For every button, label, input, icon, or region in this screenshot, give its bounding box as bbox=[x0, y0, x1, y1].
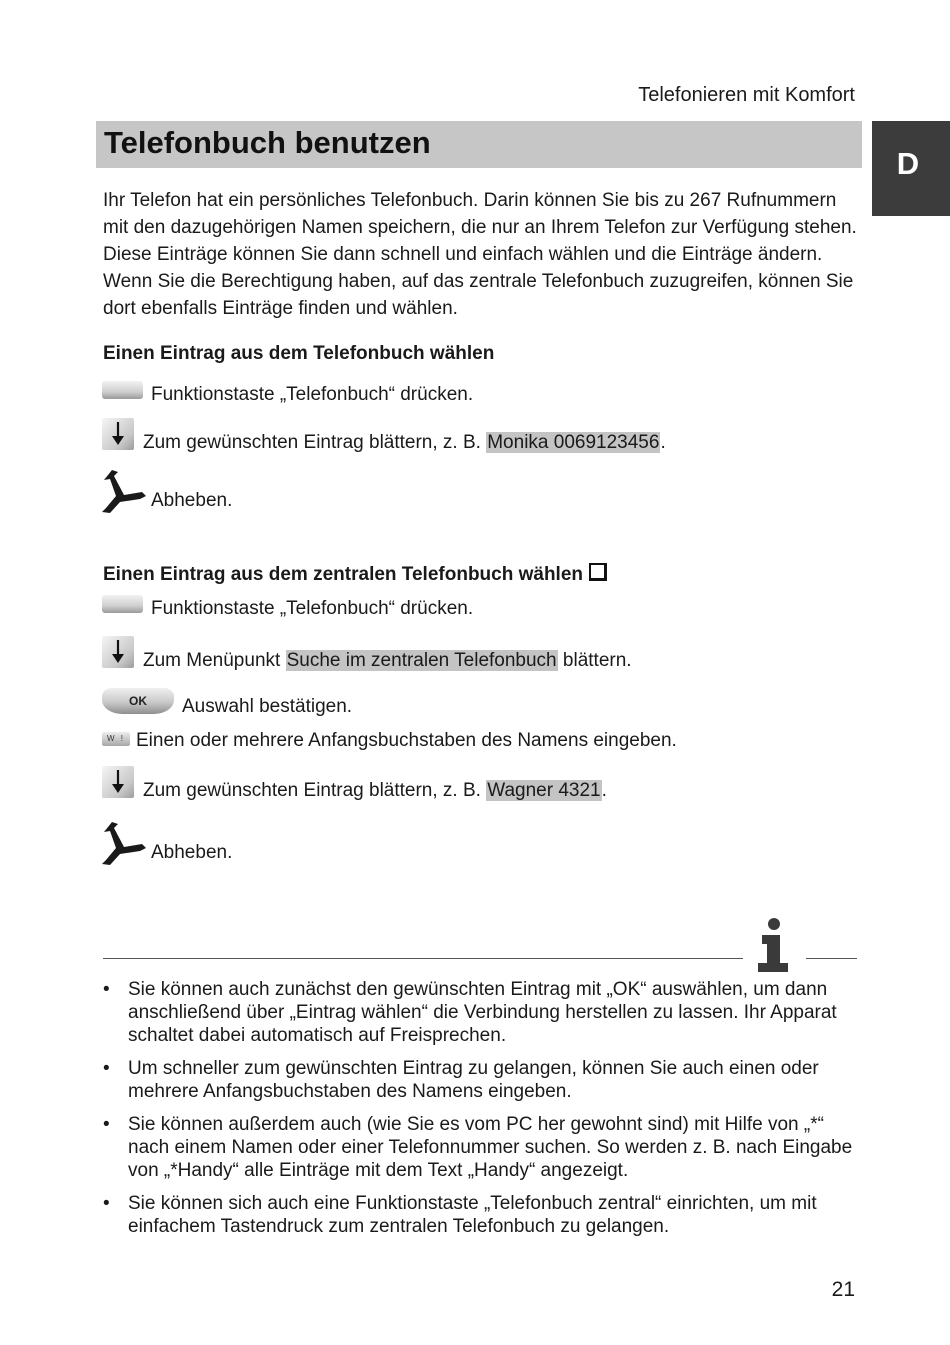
divider bbox=[103, 958, 743, 959]
list-item: • Sie können auch zunächst den gewünschten Eintrag mit „OK“ auswählen, um dann anschließend über „Eintrag wählen“ die Verbindung herstellen zu lassen. Ihr Apparat schaltet dabei automatisch auf Freisprechen. bbox=[103, 978, 863, 1047]
checkbox-icon bbox=[589, 563, 607, 581]
display-highlight: Suche im zentralen Telefonbuch bbox=[286, 650, 557, 671]
section-heading-text: Einen Eintrag aus dem zentralen Telefonbuch wählen bbox=[103, 564, 584, 585]
display-highlight: Monika 0069123456 bbox=[487, 432, 660, 453]
keyboard-key-icon: W ! bbox=[102, 732, 130, 746]
function-key-icon bbox=[102, 381, 143, 399]
step-text: Abheben. bbox=[151, 842, 233, 863]
step-text: Einen oder mehrere Anfangsbuchstaben des Namens eingeben. bbox=[136, 730, 677, 751]
step-text: Funktionstaste „Telefonbuch“ drücken. bbox=[151, 384, 474, 405]
list-item: • Sie können sich auch eine Funktionstaste „Telefonbuch zentral“ einrichten, um mit einfachem Tastendruck zum zentralen Telefonbuch zu gelangen. bbox=[103, 1192, 863, 1238]
step-text: Funktionstaste „Telefonbuch“ drücken. bbox=[151, 598, 474, 619]
page-title: Telefonbuch benutzen bbox=[104, 125, 431, 160]
intro-paragraph: Ihr Telefon hat ein persönliches Telefonbuch. Darin können Sie bis zu 267 Rufnummern mit den dazugehörigen Namen speichern, die nur an Ihrem Telefon zur Verfügung stehen. Diese Einträge können Sie dann schnell und einfach wählen und die Einträge ändern. Wenn Sie die Berechtigung haben, auf das zentrale Telefonbuch zuzugreifen, können Sie dort ebenfalls Einträge finden und wählen. bbox=[103, 190, 857, 319]
divider bbox=[806, 958, 857, 959]
page-number: 21 bbox=[831, 1278, 855, 1301]
step-label: Zum gewünschten Eintrag blättern, z. B. bbox=[143, 432, 481, 453]
ok-key-icon: OK bbox=[102, 688, 174, 714]
notes-list bbox=[103, 978, 863, 1248]
list-item: • Sie können außerdem auch (wie Sie es vom PC her gewohnt sind) mit Hilfe von „*“ nach einem Namen oder einer Telefonnummer suchen. So werden z. B. nach Eingabe von „*Handy“ alle Einträge mit dem Text „Handy“ angezeigt. bbox=[103, 1113, 863, 1182]
handset-lift-icon bbox=[100, 818, 148, 873]
scroll-down-key-icon bbox=[102, 636, 134, 668]
section-heading-telefonbuch: Einen Eintrag aus dem Telefonbuch wählen bbox=[103, 343, 495, 364]
scroll-down-key-icon bbox=[102, 766, 134, 798]
step-label: Zum Menüpunkt bbox=[143, 650, 281, 671]
scroll-down-key-icon bbox=[102, 418, 134, 450]
section-heading-zentral bbox=[103, 563, 607, 586]
step-text bbox=[143, 432, 666, 454]
display-highlight: Wagner 4321 bbox=[487, 780, 601, 801]
step-end: . bbox=[660, 432, 666, 453]
chapter-tab-label: D bbox=[896, 146, 920, 181]
step-end: blättern. bbox=[562, 650, 632, 671]
step-text bbox=[143, 780, 607, 802]
step-end: . bbox=[601, 780, 607, 801]
step-label: Zum gewünschten Eintrag blättern, z. B. bbox=[143, 780, 481, 801]
step-text: Auswahl bestätigen. bbox=[182, 696, 353, 717]
step-text: Abheben. bbox=[151, 490, 233, 511]
list-item: • Um schneller zum gewünschten Eintrag zu gelangen, können Sie auch einen oder mehrere Anfangsbuchstaben des Namens eingeben. bbox=[103, 1057, 863, 1103]
info-icon bbox=[752, 917, 796, 980]
running-title: Telefonieren mit Komfort bbox=[638, 84, 855, 106]
handset-lift-icon bbox=[100, 466, 148, 521]
function-key-icon bbox=[102, 595, 143, 613]
step-text bbox=[143, 650, 632, 672]
